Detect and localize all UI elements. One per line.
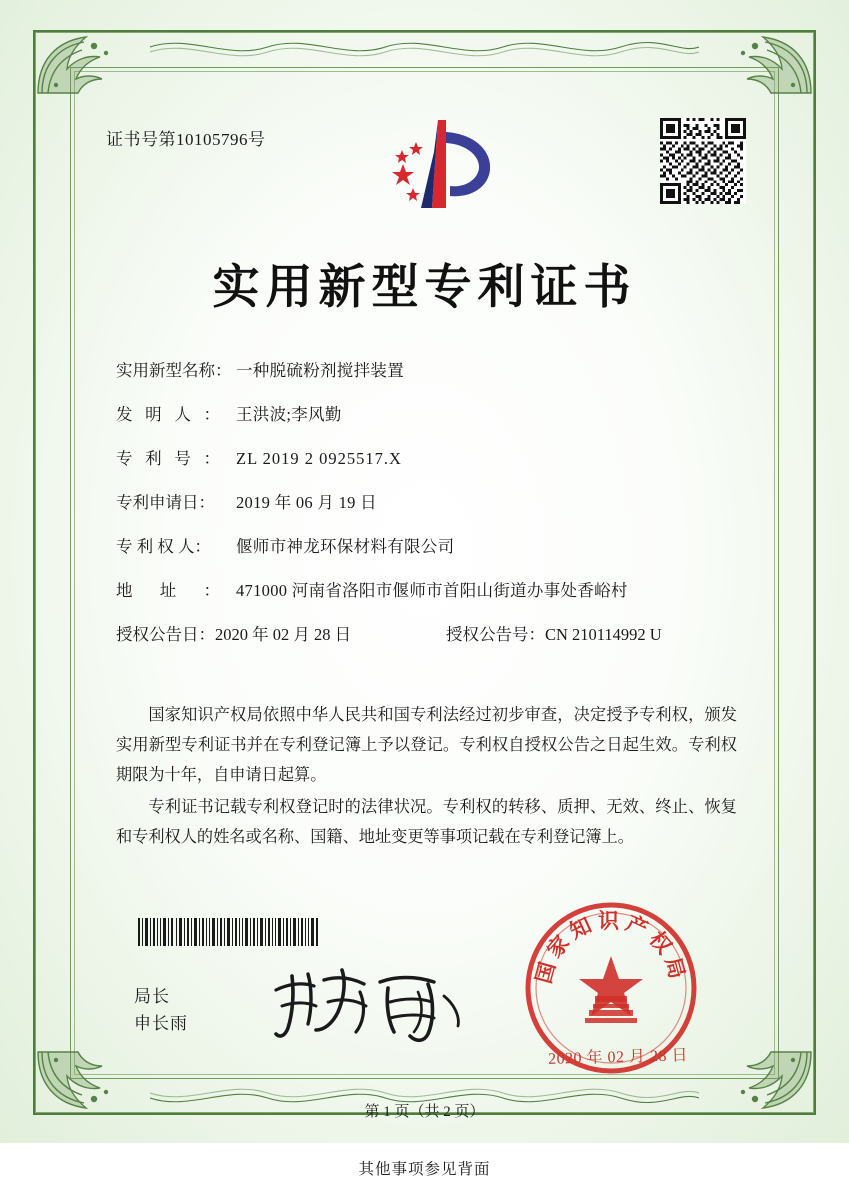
qr-code-icon bbox=[660, 118, 746, 204]
publication-date-label: 授权公告日： bbox=[116, 625, 215, 644]
field-label-char: 人 bbox=[174, 405, 191, 424]
field-label bbox=[116, 401, 236, 425]
field-value: 2019 年 06 月 19 日 bbox=[236, 493, 377, 512]
field-value: 王洪波;李风勤 bbox=[236, 405, 342, 424]
field-value: 一种脱硫粉剂搅拌装置 bbox=[236, 361, 404, 380]
field-label: 专利申请日： bbox=[116, 493, 215, 512]
paragraph: 专利证书记载专利权登记时的法律状况。专利权的转移、质押、无效、终止、恢复和专利权人的姓名或名称、国籍、地址变更等事项记载在专利登记簿上。 bbox=[116, 798, 737, 846]
field-row-publication bbox=[116, 621, 739, 645]
signature-block bbox=[134, 983, 188, 1037]
field-row-utility-model-name bbox=[116, 357, 739, 381]
field-value: 471000 河南省洛阳市偃师市首阳山街道办事处香峪村 bbox=[236, 581, 628, 600]
field-row-address bbox=[116, 577, 739, 601]
director-role-label: 局长 bbox=[134, 987, 170, 1006]
field-value: ZL 2019 2 0925517.X bbox=[236, 449, 402, 468]
field-row-patent-number bbox=[116, 445, 739, 469]
corner-ornament-icon bbox=[729, 31, 815, 97]
border-vine-ornament-icon bbox=[150, 30, 699, 64]
field-label-char: 号 bbox=[174, 449, 191, 468]
publication-number-label: 授权公告号： bbox=[446, 625, 545, 644]
publication-number-group bbox=[446, 621, 662, 645]
field-label-colon: ： bbox=[203, 405, 220, 424]
page-number: 第 1 页（共 2 页） bbox=[364, 1104, 485, 1120]
field-label bbox=[116, 577, 236, 601]
field-label: 专 利 权 人： bbox=[116, 537, 211, 556]
field-row-application-date bbox=[116, 489, 739, 513]
field-label-char: 地 bbox=[116, 581, 133, 600]
page-title: 实用新型专利证书 bbox=[212, 260, 637, 315]
field-label-char: 专 bbox=[116, 449, 133, 468]
cnipa-logo-icon bbox=[372, 112, 512, 222]
field-label-colon: ： bbox=[203, 449, 220, 468]
field-list bbox=[116, 357, 739, 663]
field-label bbox=[116, 445, 236, 469]
field-label-colon: ： bbox=[203, 581, 220, 600]
director-name-label: 申长雨 bbox=[134, 1014, 188, 1033]
field-value: 偃师市神龙环保材料有限公司 bbox=[236, 537, 455, 556]
seal-date: 2020 年 02 月 28 日 bbox=[547, 1047, 689, 1068]
field-label-char: 明 bbox=[145, 405, 162, 424]
publication-date-value: 2020 年 02 月 28 日 bbox=[215, 625, 352, 644]
paragraph: 国家知识产权局依照中华人民共和国专利法经过初步审查，决定授予专利权，颁发实用新型专利证书并在专利登记簿上予以登记。专利权自授权公告之日起生效。专利权期限为十年，自申请日起算。 bbox=[116, 706, 737, 784]
field-label-char: 利 bbox=[145, 449, 162, 468]
footer-note: 其他事项参见背面 bbox=[358, 1161, 491, 1178]
corner-ornament-icon bbox=[34, 31, 120, 97]
publication-number-value: CN 210114992 U bbox=[545, 625, 662, 644]
field-label-char: 发 bbox=[116, 405, 133, 424]
certificate-number: 证书号第10105796号 bbox=[106, 130, 266, 149]
publication-date-group bbox=[116, 621, 446, 645]
barcode-icon bbox=[138, 918, 320, 946]
field-label-char: 址 bbox=[159, 581, 177, 600]
field-row-inventor bbox=[116, 401, 739, 425]
body-text bbox=[116, 700, 737, 854]
field-label: 实用新型名称： bbox=[116, 361, 232, 380]
handwritten-signature-icon bbox=[268, 962, 478, 1048]
field-row-patentee bbox=[116, 533, 739, 557]
svg-text:国家知识产权局: 国家知识产权局 bbox=[530, 908, 692, 987]
